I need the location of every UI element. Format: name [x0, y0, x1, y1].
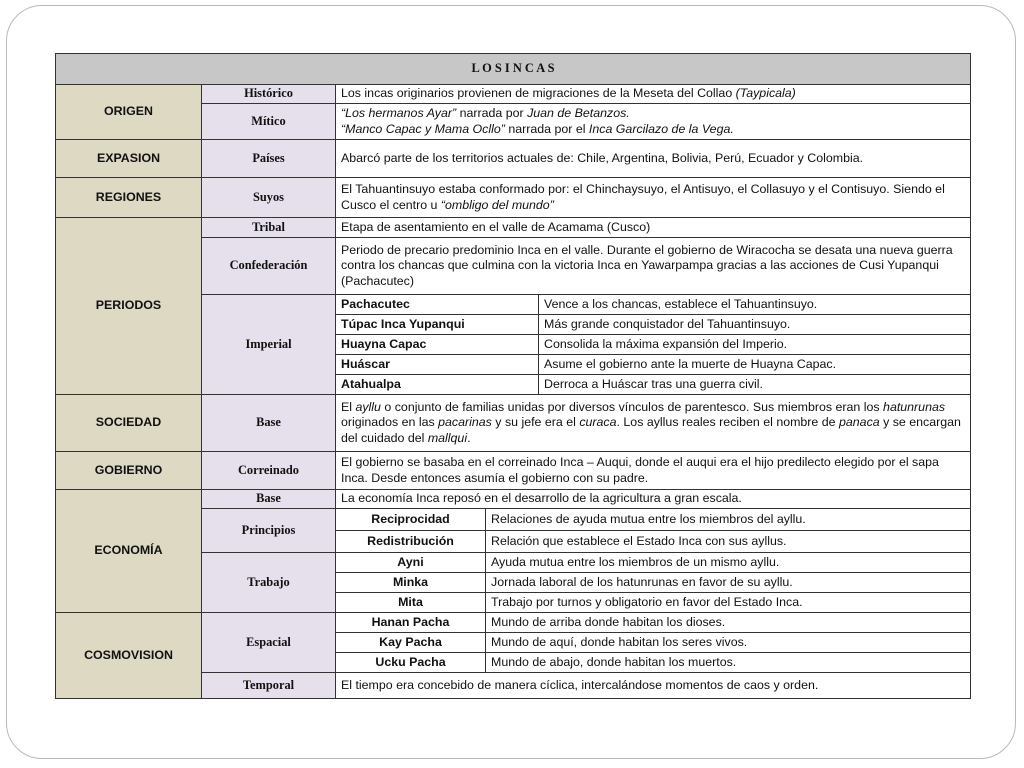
- desc-historico: Los incas originarios provienen de migraciones de la Meseta del Collao (Taypicala): [336, 85, 971, 104]
- ruler-name: Huáscar: [336, 355, 539, 375]
- table-title: L O S I N C A S: [56, 54, 971, 85]
- sub-base-economia: Base: [202, 490, 336, 509]
- category-periodos: PERIODOS: [56, 218, 202, 395]
- sub-trabajo: Trabajo: [202, 553, 336, 613]
- world-desc: Mundo de aquí, donde habitan los seres vivos.: [486, 633, 971, 653]
- world-desc: Mundo de abajo, donde habitan los muertos.: [486, 653, 971, 673]
- ruler-desc: Más grande conquistador del Tahuantinsuyo.: [539, 315, 971, 335]
- desc-sociedad: El ayllu o conjunto de familias unidas por diversos vínculos de parentesco. Sus miembros eran los hatunrunas originados en las pacarinas y su jefe era el curaca. Los ayllus reales reciben el nombre de panaca y se encargan del cuidado del mallqui.: [336, 395, 971, 452]
- world-name: Ucku Pacha: [336, 653, 486, 673]
- sub-espacial: Espacial: [202, 613, 336, 673]
- work-desc: Ayuda mutua entre los miembros de un mismo ayllu.: [486, 553, 971, 573]
- ruler-desc: Derroca a Huáscar tras una guerra civil.: [539, 375, 971, 395]
- sub-tribal: Tribal: [202, 218, 336, 238]
- desc-economia-base: La economía Inca reposó en el desarrollo de la agricultura a gran escala.: [336, 490, 971, 509]
- ruler-name: Túpac Inca Yupanqui: [336, 315, 539, 335]
- desc-paises: Abarcó parte de los territorios actuales de: Chile, Argentina, Bolivia, Perú, Ecuador y Colombia.: [336, 140, 971, 178]
- sub-principios: Principios: [202, 509, 336, 553]
- sub-paises: Países: [202, 140, 336, 178]
- sub-historico: Histórico: [202, 85, 336, 104]
- desc-tribal: Etapa de asentamiento en el valle de Acamama (Cusco): [336, 218, 971, 238]
- sub-temporal: Temporal: [202, 673, 336, 699]
- desc-temporal: El tiempo era concebido de manera cíclica, intercalándose momentos de caos y orden.: [336, 673, 971, 699]
- category-economia: ECONOMÍA: [56, 490, 202, 613]
- category-sociedad: SOCIEDAD: [56, 395, 202, 452]
- sub-confederacion: Confederación: [202, 238, 336, 295]
- sub-correinado: Correinado: [202, 452, 336, 490]
- ruler-desc: Vence a los chancas, establece el Tahuantinsuyo.: [539, 295, 971, 315]
- work-desc: Trabajo por turnos y obligatorio en favor del Estado Inca.: [486, 593, 971, 613]
- sub-mitico: Mítico: [202, 104, 336, 140]
- category-regiones: REGIONES: [56, 178, 202, 218]
- sub-imperial: Imperial: [202, 295, 336, 395]
- desc-confederacion: Periodo de precario predominio Inca en el valle. Durante el gobierno de Wiracocha se desata una nueva guerra contra los chancas que culmina con la victoria Inca en Yawarpampa gracias a las acciones de Cusi Yupanqui (Pachacutec): [336, 238, 971, 295]
- desc-mitico: “Los hermanos Ayar” narrada por Juan de Betanzos. “Manco Capac y Mama Ocllo” narrada por el Inca Garcilazo de la Vega.: [336, 104, 971, 140]
- category-cosmovision: COSMOVISION: [56, 613, 202, 699]
- incas-table: [55, 53, 971, 699]
- work-name: Mita: [336, 593, 486, 613]
- principle-name: Redistribución: [336, 531, 486, 553]
- desc-gobierno: El gobierno se basaba en el correinado Inca – Auqui, donde el auqui era el hijo predilecto elegido por el sapa Inca. Desde entonces asumía el gobierno con su padre.: [336, 452, 971, 490]
- work-desc: Jornada laboral de los hatunrunas en favor de su ayllu.: [486, 573, 971, 593]
- category-expasion: EXPASION: [56, 140, 202, 178]
- ruler-name: Atahualpa: [336, 375, 539, 395]
- sub-base-sociedad: Base: [202, 395, 336, 452]
- principle-desc: Relaciones de ayuda mutua entre los miembros del ayllu.: [486, 509, 971, 531]
- ruler-desc: Asume el gobierno ante la muerte de Huayna Capac.: [539, 355, 971, 375]
- category-origen: ORIGEN: [56, 85, 202, 140]
- ruler-name: Pachacutec: [336, 295, 539, 315]
- ruler-desc: Consolida la máxima expansión del Imperio.: [539, 335, 971, 355]
- work-name: Ayni: [336, 553, 486, 573]
- work-name: Minka: [336, 573, 486, 593]
- desc-suyos: El Tahuantinsuyo estaba conformado por: el Chinchaysuyo, el Antisuyo, el Collasuyo y el Contisuyo. Siendo el Cusco el centro u “ombligo del mundo”: [336, 178, 971, 218]
- world-desc: Mundo de arriba donde habitan los dioses.: [486, 613, 971, 633]
- principle-name: Reciprocidad: [336, 509, 486, 531]
- principle-desc: Relación que establece el Estado Inca con sus ayllus.: [486, 531, 971, 553]
- world-name: Kay Pacha: [336, 633, 486, 653]
- ruler-name: Huayna Capac: [336, 335, 539, 355]
- world-name: Hanan Pacha: [336, 613, 486, 633]
- category-gobierno: GOBIERNO: [56, 452, 202, 490]
- sub-suyos: Suyos: [202, 178, 336, 218]
